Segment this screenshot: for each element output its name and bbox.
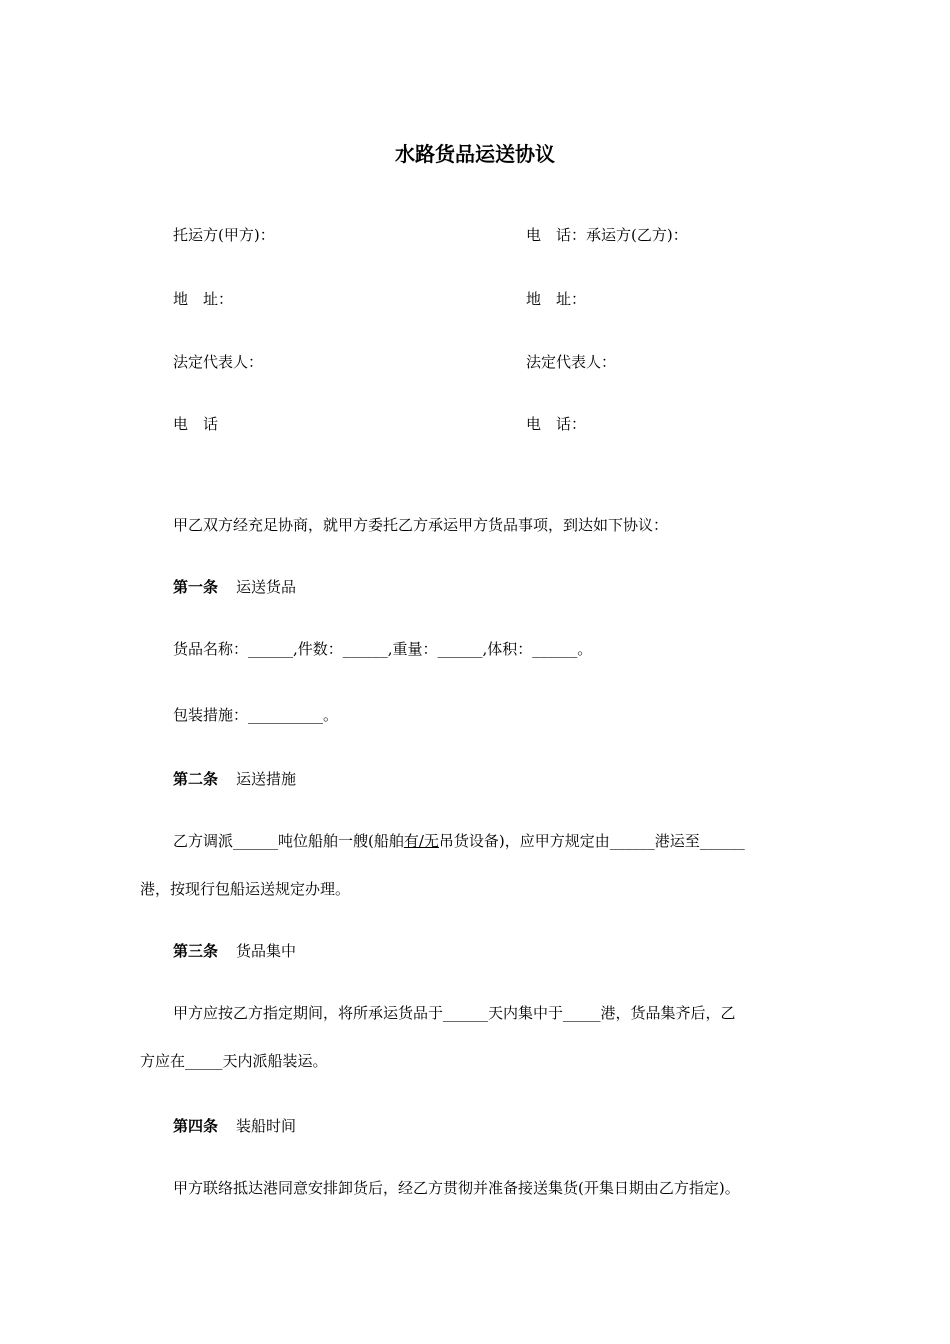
article-2-line-1-part-a: 乙方调派______吨位船舶一艘(船舶 [173, 832, 404, 850]
article-3-heading [173, 940, 810, 961]
article-3-line-1: 甲方应按乙方指定期间，将所承运货品于______天内集中于_____港，货品集齐后，乙 [173, 1004, 736, 1022]
article-1-heading [173, 576, 810, 597]
article-1-title: 运送货品 [236, 578, 297, 596]
article-2-title: 运送措施 [236, 770, 297, 788]
legal-rep-right-label: 法定代表人： [526, 353, 617, 371]
article-1-number: 第一条 [173, 578, 219, 596]
address-left-label: 地 址： [173, 290, 234, 308]
phone-carrier-label: 电 话：承运方(乙方)： [526, 226, 688, 244]
article-2-equipment-option: 有/无 [403, 832, 439, 850]
article-4-line-1: 甲方联络抵达港同意安排卸货后，经乙方贯彻并准备接送集货(开集日期由乙方指定)。 [173, 1179, 740, 1197]
article-4-title: 装船时间 [236, 1117, 297, 1135]
address-right-label: 地 址： [526, 290, 587, 308]
intro-paragraph: 甲乙双方经充足协商，就甲方委托乙方承运甲方货品事项，到达如下协议： [173, 516, 669, 534]
article-4-heading [173, 1115, 810, 1136]
article-4-number: 第四条 [173, 1117, 219, 1135]
document-title: 水路货品运送协议 [395, 142, 555, 166]
article-2-line-1 [173, 830, 810, 851]
article-2-number: 第二条 [173, 770, 219, 788]
article-3-line-2: 方应在_____天内派船装运。 [140, 1052, 328, 1070]
article-2-line-1-part-b: 吊货设备)，应甲方规定由______港运至______ [438, 832, 745, 850]
article-3-number: 第三条 [173, 942, 219, 960]
legal-rep-left-label: 法定代表人： [173, 353, 264, 371]
phone-left-label: 电 话 [173, 415, 219, 433]
shipper-label: 托运方(甲方)： [173, 226, 275, 244]
phone-right-label: 电 话： [526, 415, 587, 433]
article-2-line-2: 港，按现行包船运送规定办理。 [140, 880, 351, 898]
article-3-title: 货品集中 [236, 942, 297, 960]
article-1-packing-line: 包装措施：__________。 [173, 706, 339, 724]
article-2-heading [173, 768, 810, 789]
article-1-goods-line: 货品名称：______,件数：______,重量：______,体积：______。 [173, 640, 593, 658]
